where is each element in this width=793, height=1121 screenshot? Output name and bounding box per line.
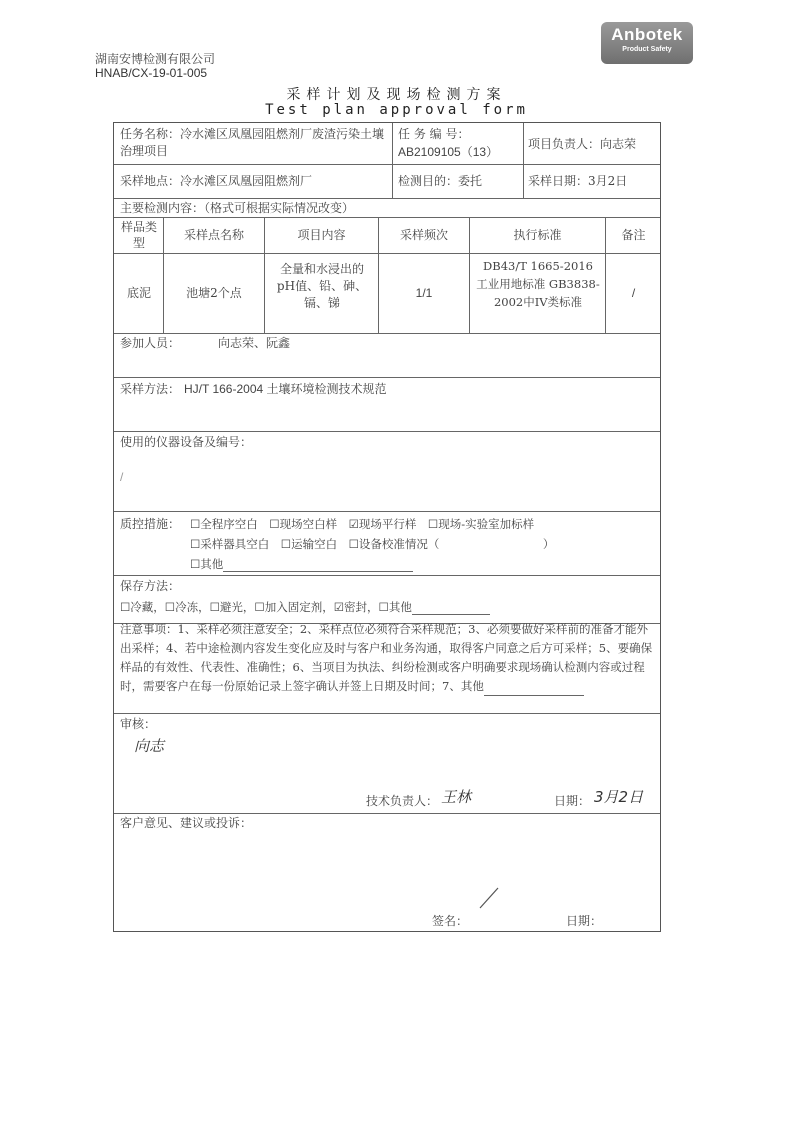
tech-lead-label: 技术负责人：: [366, 794, 439, 808]
client-sign-label: 签名：: [432, 914, 469, 928]
precautions-text: 注意事项：1、采样必须注意安全；2、采样点位必须符合采样规范；3、必须要做好采样前的准备才能外出采样；4、若中途检测内容发生变化应及时与客户和业务沟通，取得客户同意之后方可采样；5、要确保样品的有效性、代表性、准确性；6、当项目为执法、纠纷检测或客户明确要求现场确认检测内容或过程时，需要客户在每一份原始记录上签字确认并签上日期及时间；7、其他: [120, 622, 653, 693]
method-value: HJ/T 166-2004 土壤环境检测技术规范: [184, 382, 387, 396]
review-date-signature: 3月2日: [594, 788, 644, 806]
instruments-label: 使用的仪器设备及编号：: [120, 435, 253, 449]
reviewer-signature: 向志: [134, 737, 165, 755]
cell-sampling-point: 池塘2个点: [186, 286, 242, 300]
header-items: 项目内容: [297, 228, 346, 242]
qc-other-blank: [223, 559, 413, 572]
qc-other-label: ☐其他: [190, 557, 224, 571]
task-number: AB2109105（13）: [398, 145, 499, 159]
test-purpose: 检测目的：委托: [398, 174, 483, 188]
form-title-chinese: 采样计划及现场检测方案: [286, 87, 507, 103]
form-sheet: [113, 122, 661, 932]
review-date-label: 日期：: [554, 794, 591, 808]
header-sample-type: 样品类型: [120, 220, 157, 250]
cell-items: 全量和水浸出的pH值、铅、砷、镉、锑: [276, 262, 368, 310]
form-title-english: Test plan approval form: [265, 102, 528, 118]
client-mark-slash: [474, 885, 504, 911]
cell-remark: /: [631, 286, 636, 300]
company-name: 湖南安博检测有限公司: [95, 52, 216, 66]
project-leader: 项目负责人：向志荣: [528, 137, 637, 151]
task-number-label: 任 务 编 号：: [398, 127, 470, 141]
task-name: 任务名称：冷水滩区凤凰园阻燃剂厂废渣污染土壤治理项目: [120, 127, 385, 158]
qc-other: [190, 556, 413, 572]
instruments-value: /: [120, 470, 124, 484]
header-standard: 执行标准: [513, 228, 562, 242]
client-date-label: 日期：: [566, 914, 603, 928]
cell-sample-type: 底泥: [126, 286, 151, 300]
logo-tagline: Product Safety: [622, 46, 672, 53]
precautions: [120, 620, 656, 696]
qc-label: 质控措施：: [120, 517, 181, 531]
sampling-site: 采样地点：冷水滩区凤凰园阻燃剂厂: [120, 174, 313, 188]
logo-name: Anbotek: [611, 25, 683, 44]
header-sampling-point: 采样点名称: [183, 228, 244, 242]
cell-frequency: 1/1: [415, 286, 433, 300]
client-feedback-label: 客户意见、建议或投诉：: [120, 816, 253, 830]
storage-options: [120, 599, 490, 615]
qc-options-line1: ☐全程序空白 ☐现场空白样 ☑现场平行样 ☐现场-实验室加标样: [190, 517, 535, 531]
sampling-date: 采样日期：3月2日: [528, 174, 628, 188]
header-frequency: 采样频次: [399, 228, 448, 242]
precautions-other-blank: [484, 683, 584, 696]
cell-standard: DB43/T 1665-2016 工业用地标准 GB3838-2002中IV类标准: [476, 259, 600, 309]
storage-options-text: ☐冷藏，☐冷冻，☐避光，☐加入固定剂，☑密封，☐其他: [120, 600, 412, 614]
review-label: 审核：: [120, 717, 157, 731]
header-remark: 备注: [621, 228, 646, 242]
anbotek-logo: [601, 22, 693, 64]
storage-other-blank: [412, 602, 490, 615]
method-label: 采样方法：: [120, 382, 181, 396]
tech-lead-signature: 王林: [441, 788, 472, 806]
document-number: HNAB/CX-19-01-005: [95, 66, 208, 80]
participants-label: 参加人员：: [120, 336, 181, 350]
qc-options-line2: ☐采样器具空白 ☐运输空白 ☐设备校准情况（ ）: [190, 537, 555, 551]
content-heading: 主要检测内容：（格式可根据实际情况改变）: [120, 201, 355, 215]
participants-value: 向志荣、阮鑫: [218, 336, 291, 350]
storage-label: 保存方法：: [120, 579, 181, 593]
